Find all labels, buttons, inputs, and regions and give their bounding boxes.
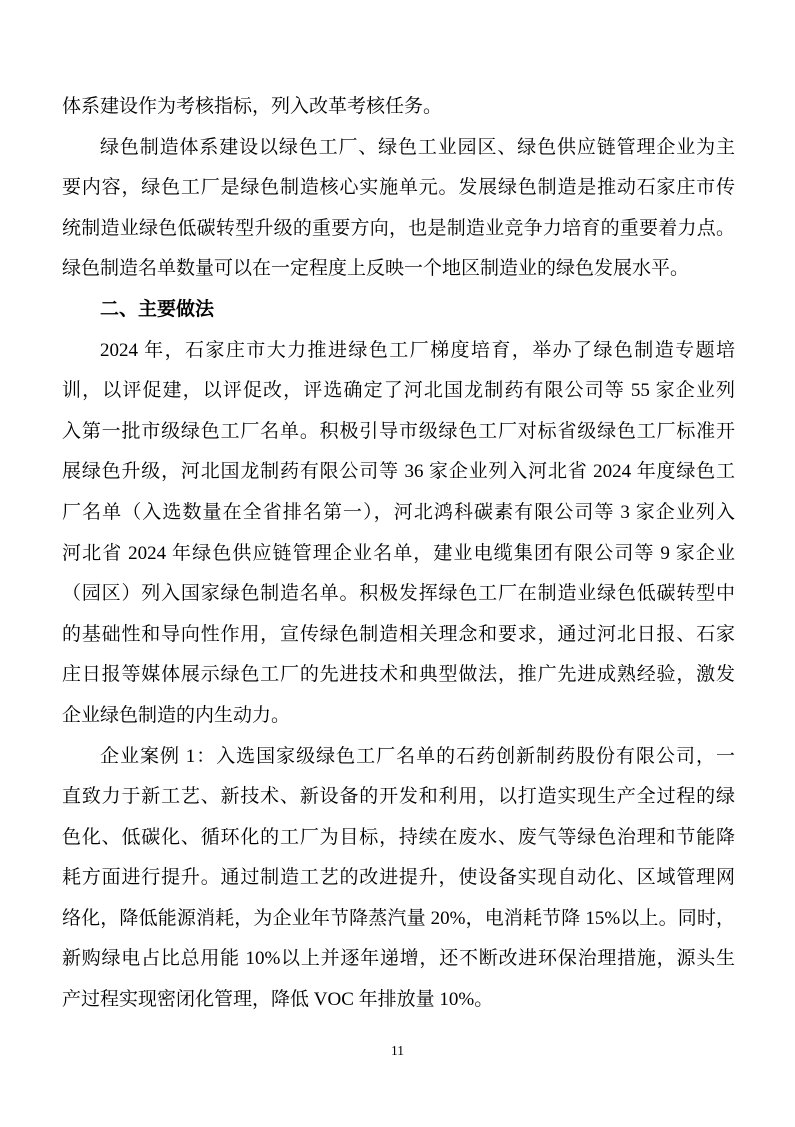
document-line: 的基础性和导向性作用，宣传绿色制造相关理念和要求，通过河北日报、石家 — [62, 623, 735, 645]
document-line: 展绿色升级，河北国龙制药有限公司等 36 家企业列入河北省 2024 年度绿色工 — [62, 461, 735, 483]
document-line: 新购绿电占比总用能 10%以上并逐年递增，还不断改进环保治理措施，源头生 — [62, 948, 735, 970]
section-heading: 二、主要做法 — [100, 298, 215, 320]
document-line: 要内容，绿色工厂是绿色制造核心实施单元。发展绿色制造是推动石家庄市传 — [62, 177, 735, 199]
document-line: 庄日报等媒体展示绿色工厂的先进技术和典型做法，推广先进成熟经验，激发 — [62, 664, 735, 686]
document-line: （园区）列入国家绿色制造名单。积极发挥绿色工厂在制造业绿色低碳转型中 — [62, 583, 735, 605]
document-line: 河北省 2024 年绿色供应链管理企业名单，建业电缆集团有限公司等 9 家企业 — [62, 542, 735, 564]
document-line: 耗方面进行提升。通过制造工艺的改进提升，使设备实现自动化、区域管理网 — [62, 867, 735, 889]
document-line: 色化、低碳化、循环化的工厂为目标，持续在废水、废气等绿色治理和节能降 — [62, 826, 735, 848]
document-line: 企业绿色制造的内生动力。 — [62, 704, 291, 726]
page-number: 11 — [391, 1043, 404, 1058]
document-line: 企业案例 1：入选国家级绿色工厂名单的石药创新制药股份有限公司，一 — [100, 745, 735, 767]
document-line: 2024 年，石家庄市大力推进绿色工厂梯度培育，举办了绿色制造专题培 — [100, 339, 735, 361]
document-line: 训，以评促建，以评促改，评选确定了河北国龙制药有限公司等 55 家企业列 — [62, 380, 735, 402]
document-line: 统制造业绿色低碳转型升级的重要方向，也是制造业竞争力培育的重要着力点。 — [62, 217, 735, 239]
document-line: 厂名单（入选数量在全省排名第一），河北鸿科碳素有限公司等 3 家企业列入 — [62, 501, 735, 523]
document-line: 络化，降低能源消耗，为企业年节降蒸汽量 20%，电消耗节降 15%以上。同时， — [62, 907, 735, 929]
document-line: 产过程实现密闭化管理，降低 VOC 年排放量 10%。 — [62, 989, 494, 1011]
document-content — [62, 87, 735, 1021]
document-line: 直致力于新工艺、新技术、新设备的开发和利用，以打造实现生产全过程的绿 — [62, 786, 735, 808]
document-line: 绿色制造名单数量可以在一定程度上反映一个地区制造业的绿色发展水平。 — [62, 258, 690, 280]
document-line: 绿色制造体系建设以绿色工厂、绿色工业园区、绿色供应链管理企业为主 — [100, 136, 735, 158]
document-line: 入第一批市级绿色工厂名单。积极引导市级绿色工厂对标省级绿色工厂标准开 — [62, 420, 735, 442]
document-line: 体系建设作为考核指标，列入改革考核任务。 — [62, 96, 443, 117]
